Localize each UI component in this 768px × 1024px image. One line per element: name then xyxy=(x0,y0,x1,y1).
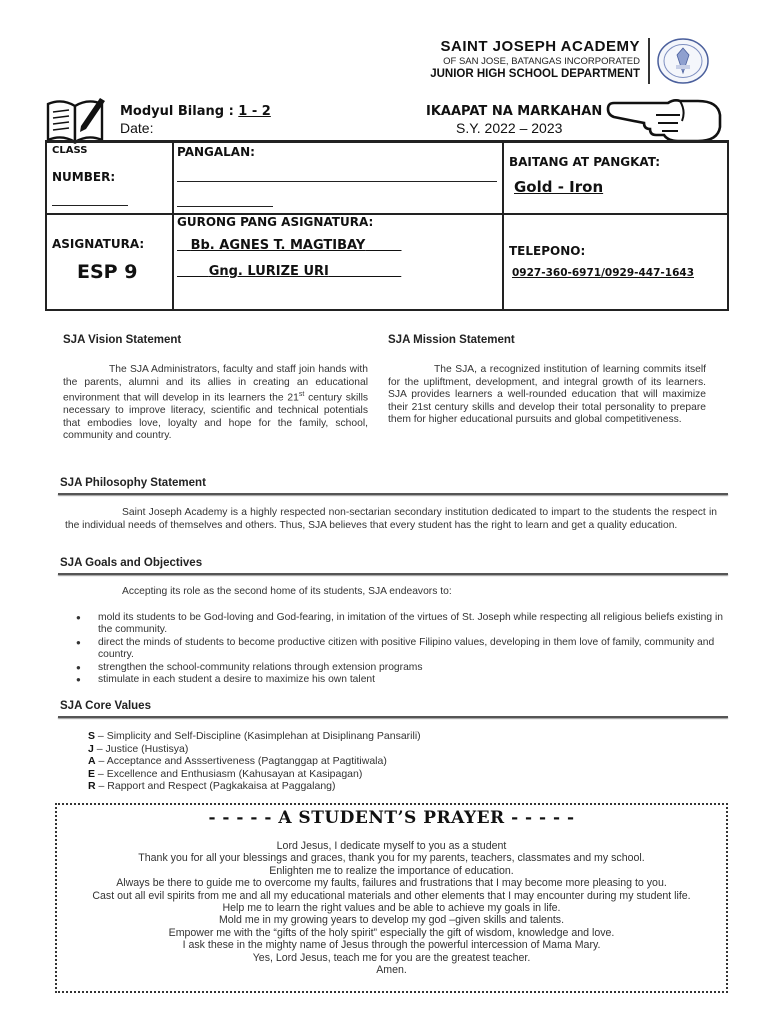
core-value-item: J – Justice (Hustisya) xyxy=(88,742,189,755)
core-values-rule xyxy=(58,716,728,718)
school-year: S.Y. 2022 – 2023 xyxy=(456,120,563,136)
quarter-label: IKAAPAT NA MARKAHAN xyxy=(426,104,603,119)
prayer-line: I ask these in the mighty name of Jesus through the powerful intercession of Mama Mary. xyxy=(182,939,601,952)
goals-title: SJA Goals and Objectives xyxy=(60,557,203,569)
module-number-value: 1 - 2 xyxy=(238,104,271,119)
prayer-title: - - - - - A STUDENT’S PRAYER - - - - - xyxy=(208,808,575,828)
core-values-list xyxy=(88,730,421,793)
list-item: ● mold its students to be God-loving and God-fearing, in imitation of the virtues of St. Joseph while respecting all religious beliefs existing in the community. xyxy=(76,612,736,637)
prayer-line: Lord Jesus, I dedicate myself to you as a student xyxy=(276,840,507,852)
vision-text: The SJA Administrators, faculty and staff join hands with the parents, alumni and its allies in creating an educational environment that will develop in its learners the 21st century skills necessary to improve literacy, scientific and technical potentials that embodies love, loyalty and hope for the family, school, community and country. xyxy=(63,364,368,442)
prayer-line: Always be there to guide me to overcome my faults, failures and frustrations that I may become more pleasing to you. xyxy=(116,877,667,890)
prayer-line: Cast out all evil spirits from me and all my educational materials and other elements that I may encounter during my student life. xyxy=(92,889,691,902)
pangalan-label: PANGALAN: xyxy=(177,145,255,159)
school-location: OF SAN JOSE, BATANGAS INCORPORATED xyxy=(443,56,640,67)
asignatura-label: ASIGNATURA: xyxy=(52,237,145,251)
teacher-1: Bb. AGNES T. MAGTIBAY xyxy=(190,238,366,253)
class-label: CLASS xyxy=(52,145,88,156)
core-value-item: S – Simplicity and Self-Discipline (Kasimplehan at Disiplinang Pansarili) xyxy=(88,730,421,742)
prayer-text xyxy=(60,840,723,976)
number-field[interactable] xyxy=(52,205,128,206)
baitang-label: BAITANG AT PANGKAT: xyxy=(509,155,661,169)
core-value-item: E – Excellence and Enthusiasm (Kahusayan at Kasipagan) xyxy=(88,767,363,780)
name-field[interactable] xyxy=(177,181,497,182)
number-label: NUMBER: xyxy=(52,170,116,184)
prayer-line: Thank you for all your blessings and graces, thank you for my parents, teachers, classmates and my school. xyxy=(138,852,645,865)
vision-title: SJA Vision Statement xyxy=(63,334,182,346)
prayer-line: Empower me with the “gifts of the holy spirit” especially the gift of wisdom, knowledge and love. xyxy=(168,926,615,939)
date-label: Date: xyxy=(120,120,154,136)
teacher-2: Gng. LURIZE URI xyxy=(208,264,329,279)
gurong-label: GURONG PANG ASIGNATURA: xyxy=(177,215,374,229)
school-seal-icon xyxy=(655,37,711,85)
prayer-line: Yes, Lord Jesus, teach me for you are the greatest teacher. xyxy=(252,951,531,964)
prayer-line: Enlighten me to realize the importance of education. xyxy=(269,864,514,877)
list-item: ● stimulate in each student a desire to maximize his own talent xyxy=(76,674,736,686)
module-number xyxy=(120,104,271,119)
telepono-label: TELEPONO: xyxy=(509,244,586,258)
baitang-value: Gold - Iron xyxy=(514,178,604,196)
header-divider xyxy=(648,38,650,84)
goals-list xyxy=(76,612,736,686)
prayer-line: Help me to learn the right values and be able to achieve my goals in life. xyxy=(222,902,561,915)
philosophy-title: SJA Philosophy Statement xyxy=(60,477,206,489)
list-item: ● strengthen the school-community relations through extension programs xyxy=(76,662,736,674)
philosophy-rule xyxy=(58,493,728,495)
core-value-item: A – Acceptance and Asssertiveness (Pagtanggap at Pagtitiwala) xyxy=(88,755,387,768)
pointing-hand-icon xyxy=(606,97,722,143)
prayer-line: Amen. xyxy=(376,964,407,977)
prayer-line: Mold me in my growing years to develop my god –given skills and talents. xyxy=(218,914,565,927)
core-values-title: SJA Core Values xyxy=(60,700,151,712)
mission-title: SJA Mission Statement xyxy=(388,334,515,346)
core-value-item: R – Rapport and Respect (Pagkakaisa at Paggalang) xyxy=(88,780,336,793)
mission-text: The SJA, a recognized institution of learning commits itself for the upliftment, development, and integral growth of its learners. SJA provides learners a well-rounded education that will maximize their 21st century skills and develop their total personality to prepare them for higher educational pursuits and global competitiveness. xyxy=(388,364,706,426)
asignatura-value: ESP 9 xyxy=(77,261,138,283)
module-number-label: Modyul Bilang : xyxy=(120,104,239,119)
list-item: ● direct the minds of students to become productive citizen with positive Filipino values, developing in them love of family, community and country. xyxy=(76,637,736,662)
philosophy-text: Saint Joseph Academy is a highly respected non-sectarian secondary institution dedicated to impart to the students the respect in the individual needs of themselves and others. Thus, SJA believes that every student has the right to learn and get a quality education. xyxy=(65,507,717,531)
school-name: SAINT JOSEPH ACADEMY xyxy=(440,38,640,55)
goals-rule xyxy=(58,573,728,575)
student-info-table xyxy=(45,141,729,311)
book-pen-icon xyxy=(45,96,107,146)
goals-intro: Accepting its role as the second home of its students, SJA endeavors to: xyxy=(122,586,452,597)
department-name: JUNIOR HIGH SCHOOL DEPARTMENT xyxy=(430,68,640,80)
name-field-2[interactable] xyxy=(177,206,273,207)
telepono-value: 0927-360-6971/0929-447-1643 xyxy=(512,267,694,279)
